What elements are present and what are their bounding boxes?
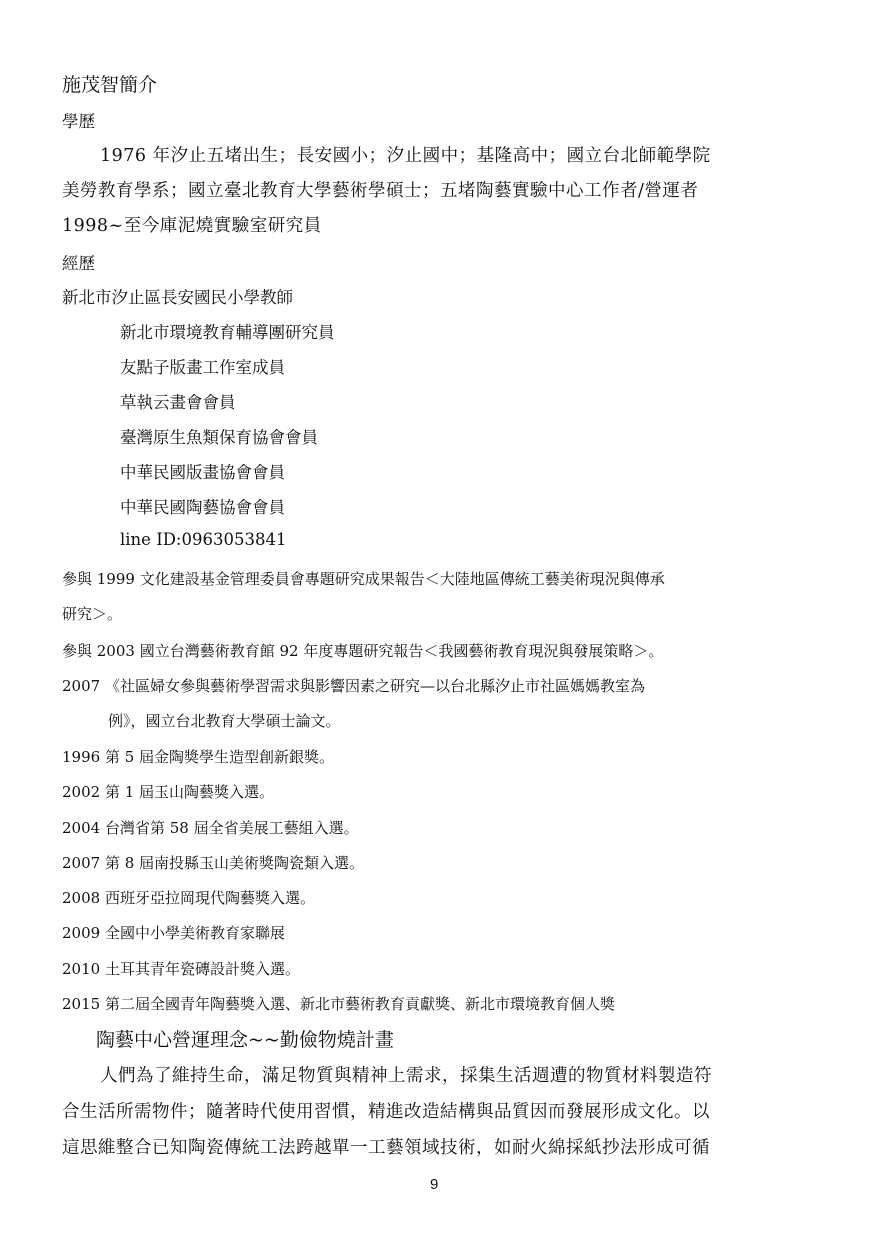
experience-item: 新北市環境教育輔導團研究員 (120, 323, 335, 342)
education-line: 美勞教育學系；國立臺北教育大學藝術學碩士；五堵陶藝實驗中心工作者/營運者 (62, 181, 699, 201)
experience-item: 友點子版畫工作室成員 (120, 358, 285, 377)
award-item: 2009 全國中小學美術教育家聯展 (62, 924, 285, 942)
research-line: 例》，國立台北教育大學碩士論文。 (108, 712, 341, 730)
education-line: 1976 年汐止五堵出生；長安國小；汐止國中；基隆高中；國立台北師範學院 (100, 146, 711, 166)
body-paragraph-line: 合生活所需物件；隨著時代使用習慣，精進改造結構與品質因而發展形成文化。以 (62, 1102, 710, 1122)
experience-contact: line ID:0963053841 (120, 530, 287, 549)
award-item: 2007 第 8 屆南投縣玉山美術獎陶瓷類入選。 (62, 854, 365, 872)
award-item: 2004 台灣省第 58 屆全省美展工藝組入選。 (62, 819, 359, 837)
award-item: 2002 第 1 屆玉山陶藝獎入選。 (62, 783, 275, 801)
award-item: 2010 土耳其青年瓷磚設計獎入選。 (62, 960, 300, 978)
experience-item: 臺灣原生魚類保育協會會員 (120, 428, 318, 447)
education-line: 1998~至今庫泥燒實驗室研究員 (62, 216, 322, 236)
award-item: 2015 第二屆全國青年陶藝獎入選、新北市藝術教育貢獻獎、新北市環境教育個人獎 (62, 995, 615, 1013)
education-heading: 學歷 (62, 112, 95, 131)
body-paragraph-line: 人們為了維持生命，滿足物質與精神上需求，採集生活週遭的物質材料製造符 (100, 1066, 712, 1086)
award-item: 1996 第 5 屆金陶獎學生造型創新銀獎。 (62, 748, 335, 766)
section-heading: 陶藝中心營運理念~~勤儉物燒計畫 (96, 1029, 394, 1051)
award-item: 2008 西班牙亞拉岡現代陶藝獎入選。 (62, 889, 315, 907)
experience-item: 新北市汐止區長安國民小學教師 (62, 288, 293, 307)
research-line: 參與 2003 國立台灣藝術教育館 92 年度專題研究報告＜我國藝術教育現況與發展策略＞。 (62, 642, 664, 660)
research-line: 研究＞。 (62, 605, 123, 623)
research-line: 2007 《社區婦女參與藝術學習需求與影響因素之研究—以台北縣汐止市社區媽媽教室為 (62, 677, 645, 695)
page-number: 9 (430, 1176, 439, 1193)
research-line: 參與 1999 文化建設基金管理委員會專題研究成果報告＜大陸地區傳統工藝美術現況與傳承 (62, 570, 665, 588)
experience-item: 草執云畫會會員 (120, 393, 236, 412)
page-title: 施茂智簡介 (62, 74, 158, 96)
experience-item: 中華民國陶藝協會會員 (120, 498, 285, 517)
body-paragraph-line: 這思維整合已知陶瓷傳統工法跨越單一工藝領域技術，如耐火綿採紙抄法形成可循 (62, 1138, 710, 1158)
experience-heading: 經歷 (62, 254, 95, 273)
experience-item: 中華民國版畫協會會員 (120, 463, 285, 482)
